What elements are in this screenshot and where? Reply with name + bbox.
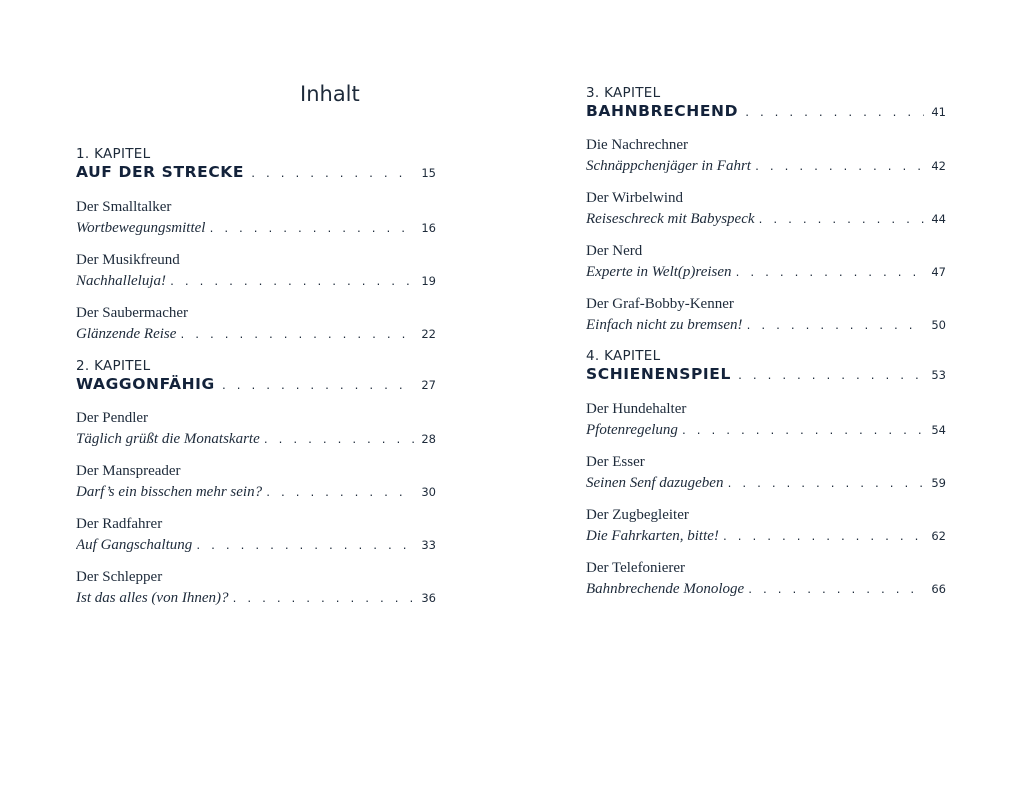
dot-leader: [754, 157, 924, 177]
entry-subtitle: Glänzende Reise: [76, 326, 177, 342]
entry-subtitle: Schnäppchenjäger in Fahrt: [586, 158, 751, 174]
dot-leader: [263, 430, 414, 450]
entry-subtitle: Darf’s ein bisschen mehr sein?: [76, 484, 263, 500]
page-number: 50: [931, 318, 946, 332]
entry-row: [76, 270, 436, 292]
dot-leader: [265, 483, 414, 503]
entry-name: Der Radfahrer: [76, 516, 163, 532]
dot-leader: [231, 589, 414, 609]
entry-row: [76, 587, 436, 609]
page-number: 19: [421, 274, 436, 288]
entry-subtitle: Bahnbrechende Monologe: [586, 581, 745, 597]
entry-row: [586, 314, 946, 336]
entry-name: Der Nerd: [586, 243, 643, 259]
page-number: 33: [421, 538, 436, 552]
dot-leader: [681, 421, 924, 441]
entry-row: [586, 208, 946, 230]
page-number: 15: [421, 166, 436, 180]
chapter-number: 4. KAPITEL: [586, 348, 661, 364]
dot-leader: [208, 219, 414, 239]
dot-leader: [722, 527, 924, 547]
page-number: 27: [421, 378, 436, 392]
chapter-2: [76, 358, 436, 394]
entry-name: Der Musikfreund: [76, 252, 180, 268]
entry-row: [586, 472, 946, 494]
entry-name: Der Wirbelwind: [586, 190, 684, 206]
toc-entry[interactable]: [586, 505, 946, 547]
entry-row: [586, 419, 946, 441]
entry-name: Der Graf-Bobby-Kenner: [586, 296, 734, 312]
toc-entry[interactable]: [586, 399, 946, 441]
chapter-heading: SCHIENENSPIEL: [586, 365, 731, 383]
entry-subtitle: Reiseschreck mit Babyspeck: [586, 211, 755, 227]
page-number: 59: [931, 476, 946, 490]
entry-subtitle: Nachhalleluja!: [76, 273, 166, 289]
chapter-heading-row[interactable]: [586, 364, 946, 384]
toc-entry[interactable]: [76, 514, 436, 556]
toc-entry[interactable]: [76, 567, 436, 609]
entry-subtitle: Auf Gangschaltung: [76, 537, 193, 553]
dot-leader: [221, 377, 414, 394]
entry-subtitle: Seinen Senf dazugeben: [586, 475, 724, 491]
chapter-heading-row[interactable]: [76, 374, 436, 394]
dot-leader: [179, 325, 414, 345]
toc-entry[interactable]: [76, 303, 436, 345]
entry-name: Der Pendler: [76, 410, 149, 426]
toc-entry[interactable]: [586, 188, 946, 230]
entry-name: Der Smalltalker: [76, 199, 172, 215]
page-number: 47: [931, 265, 946, 279]
page-number: 53: [931, 368, 946, 382]
entry-subtitle: Ist das alles (von Ihnen)?: [76, 590, 229, 606]
entry-subtitle: Einfach nicht zu bremsen!: [586, 317, 743, 333]
dot-leader: [746, 316, 925, 336]
chapter-number: 2. KAPITEL: [76, 358, 151, 374]
chapter-heading: AUF DER STRECKE: [76, 163, 245, 181]
entry-name: Der Esser: [586, 454, 645, 470]
chapter-number: 3. KAPITEL: [586, 85, 661, 101]
entry-subtitle: Pfotenregelung: [586, 422, 678, 438]
dot-leader: [735, 263, 924, 283]
dot-leader: [744, 104, 924, 121]
entry-row: [76, 534, 436, 556]
entry-row: [76, 481, 436, 503]
page-number: 66: [931, 582, 946, 596]
chapter-heading-row[interactable]: [586, 101, 946, 121]
page-number: 28: [421, 432, 436, 446]
page-number: 16: [421, 221, 436, 235]
entry-row: [586, 155, 946, 177]
entry-subtitle: Wortbewegungsmittel: [76, 220, 206, 236]
entry-row: [76, 323, 436, 345]
page-number: 30: [421, 485, 436, 499]
entry-row: [76, 428, 436, 450]
chapter-heading: WAGGONFÄHIG: [76, 375, 215, 393]
page-number: 42: [931, 159, 946, 173]
toc-entry[interactable]: [76, 250, 436, 292]
entry-row: [76, 217, 436, 239]
toc-entry[interactable]: [76, 408, 436, 450]
entry-name: Der Saubermacher: [76, 305, 189, 321]
dot-leader: [747, 580, 924, 600]
entry-subtitle: Experte in Welt(p)reisen: [586, 264, 732, 280]
entry-name: Die Nachrechner: [586, 137, 689, 153]
toc-entry[interactable]: [586, 241, 946, 283]
dot-leader: [195, 536, 414, 556]
page-number: 22: [421, 327, 436, 341]
dot-leader: [726, 474, 924, 494]
entry-row: [586, 261, 946, 283]
chapter-4: [586, 348, 946, 384]
chapter-heading: BAHNBRECHEND: [586, 102, 739, 120]
toc-entry[interactable]: [76, 197, 436, 239]
page-number: 41: [931, 105, 946, 119]
page-number: 44: [931, 212, 946, 226]
entry-name: Der Manspreader: [76, 463, 181, 479]
page-number: 62: [931, 529, 946, 543]
page-number: 36: [421, 591, 436, 605]
toc-entry[interactable]: [586, 294, 946, 336]
dot-leader: [169, 272, 414, 292]
dot-leader: [250, 165, 414, 182]
entry-subtitle: Täglich grüßt die Monatskarte: [76, 431, 260, 447]
entry-name: Der Telefonierer: [586, 560, 686, 576]
toc-entry[interactable]: [76, 461, 436, 503]
page-title: Inhalt: [300, 82, 360, 106]
entry-name: Der Zugbegleiter: [586, 507, 689, 523]
entry-name: Der Hundehalter: [586, 401, 687, 417]
page-number: 54: [931, 423, 946, 437]
toc-entry[interactable]: [586, 452, 946, 494]
chapter-number: 1. KAPITEL: [76, 146, 151, 162]
chapter-1: [76, 146, 436, 182]
entry-row: [586, 525, 946, 547]
dot-leader: [758, 210, 924, 230]
entry-subtitle: Die Fahrkarten, bitte!: [586, 528, 719, 544]
entry-row: [586, 578, 946, 600]
toc-entry[interactable]: [586, 135, 946, 177]
entry-name: Der Schlepper: [76, 569, 163, 585]
dot-leader: [737, 367, 924, 384]
toc-entry[interactable]: [586, 558, 946, 600]
chapter-heading-row[interactable]: [76, 162, 436, 182]
chapter-3: [586, 85, 946, 121]
